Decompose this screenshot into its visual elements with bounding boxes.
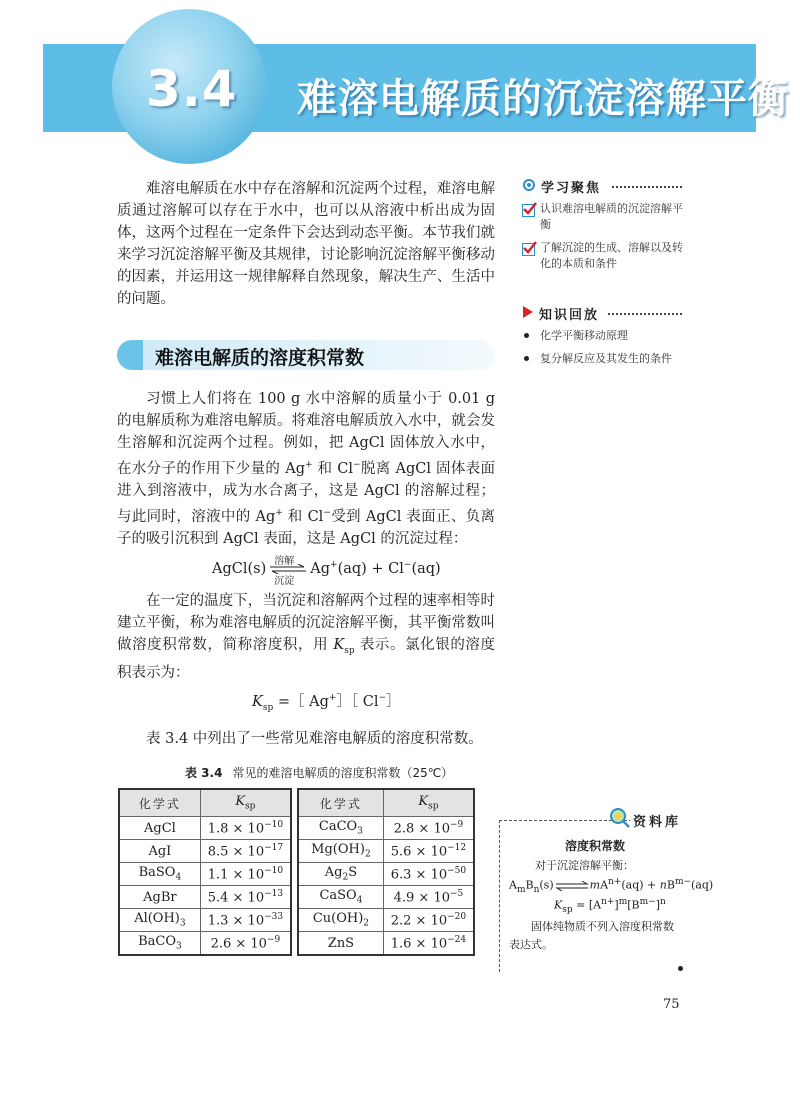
paragraph-table-intro (117, 728, 495, 750)
table-row (119, 817, 291, 840)
review-item-1: 化学平衡移动原理 (540, 329, 628, 342)
library-line-3: 固体纯物质不列入溶度积常数表达式。 (509, 920, 674, 951)
ksp-value-cell: $5.6 \times 10^{-12}$ (383, 840, 474, 863)
p2-text-2: 和 Cl (312, 460, 354, 477)
eq1-dissolve-label: 溶解 (274, 556, 295, 567)
ksp-agcl-expression: $K_{sp}$ =［ Ag+］［ Cl−］ (252, 693, 401, 713)
formula-cell: $Ag_2S$ (298, 863, 383, 886)
paragraph-dissolution: 习惯上人们将在 100 g 水中溶解的质量小于 0.01 g 的电解质称为难溶电解质。将难溶电解质放入水中，就会发生溶解和沉淀两个过程。例如，把 AgCl 固体放入水中，在水分子的作用下少量的 Ag+ 和 Cl−脱离 AgCl 固体表面进入到溶液中，成为水合离子，这是 AgCl 的溶解过程；与此同时，溶液中的 Ag+ 和 Cl−受到 AgCl 表面正、负离子的吸引沉积到 AgCl 表面，这是 AgCl 的沉淀过程： (117, 391, 496, 547)
formula-cell: BaSO$_4$ (119, 863, 200, 886)
p2-text-3: 脱离 AgCl 固体表面进入到溶液中，成为水合离子，这是 AgCl 的溶解过程；与此同时，溶液中的 Ag (117, 460, 496, 525)
header-formula: 化学式 (298, 789, 383, 817)
table-row (298, 886, 474, 909)
formula-cell: $Cu(OH)_2$ (298, 909, 383, 932)
intro-paragraph (117, 178, 495, 310)
ksp-value-cell: $2.6 \times 10^{-9}$ (200, 932, 291, 956)
p3-text-1: 在一定的温度下，当沉淀和溶解两个过程的速率相等时建立平衡，称为难溶电解质的沉淀溶解平衡，其平衡常数叫做溶度积常数，简称溶度积，用 (117, 593, 495, 653)
eq2-end: ］ (386, 694, 401, 710)
p2-text-1: 习惯上人们将在 100 g 水中溶解的质量小于 0.01 g 的电解质称为难溶电解质。将难溶电解质放入水中，就会发生溶解和沉淀两个过程。例如，把 AgCl 固体放入水中，在水分子的作用下少量的 Ag (117, 391, 495, 477)
page-title: 难溶电解质的沉淀溶解平衡 (297, 76, 789, 122)
focus-icon (522, 178, 536, 192)
section-heading-accent (117, 340, 143, 370)
eq1-right-b: (aq) + Cl (337, 561, 404, 577)
review-item-2: 复分解反应及其发生的条件 (540, 352, 672, 365)
eq2-rest: =［ Ag (273, 694, 329, 710)
eq1-precipitate-label: 沉淀 (274, 576, 295, 587)
equilibrium-arrows (268, 556, 308, 587)
ksp-value-cell: $1.8 \times 10^{-10}$ (200, 817, 291, 840)
table-row (119, 909, 291, 932)
eq1-right-a: Ag (310, 561, 331, 577)
header-ksp: $K_{sp}$ (383, 789, 474, 817)
ksp-value-cell: $5.4 \times 10^{-13}$ (200, 886, 291, 909)
formula-cell: CaSO$_4$ (298, 886, 383, 909)
eq1-left: AgCl(s) (212, 561, 267, 577)
table-row (298, 817, 474, 840)
library-magnifier-icon (608, 806, 630, 828)
ksp-value-cell: $2.8 \times 10^{-9}$ (383, 817, 474, 840)
formula-cell: $Mg(OH)_2$ (298, 840, 383, 863)
formula-cell: CaCO$_3$ (298, 817, 383, 840)
paragraph-ksp-definition (117, 590, 495, 684)
bullet-icon (524, 356, 529, 361)
ksp-table-left (118, 788, 292, 956)
ksp-value-cell: $1.3 \times 10^{-33}$ (200, 909, 291, 932)
p3-text-2: 表示。氯化银的溶度积表示为： (117, 637, 496, 681)
table-row (119, 886, 291, 909)
table-caption-label: 表 3.4 (185, 766, 223, 780)
checkbox-icon (522, 204, 535, 217)
table-row (119, 932, 291, 956)
eq2-mid: ］［ Cl (336, 694, 379, 710)
formula-cell: $Al(OH)_3$ (119, 909, 200, 932)
agcl-equilibrium-equation: AgCl(s) 溶解 沉淀 Ag+(aq) + Cl−(aq) (212, 557, 441, 581)
table-row (298, 863, 474, 886)
formula-cell: AgCl (119, 817, 200, 840)
section-number: 3.4 (146, 60, 238, 118)
table-row (298, 909, 474, 932)
table-row (298, 840, 474, 863)
ksp-table-right (297, 788, 475, 956)
formula-cell: AgBr (119, 886, 200, 909)
table-header-row (119, 789, 291, 817)
p4-text: 表 3.4 中列出了一些常见难溶电解质的溶度积常数。 (146, 731, 483, 747)
library-title: 资料库 (630, 811, 684, 830)
formula-cell: BaCO$_3$ (119, 932, 200, 956)
page-number: 75 (663, 997, 680, 1012)
table-caption (185, 764, 453, 781)
formula-cell: AgI (119, 840, 200, 863)
formula-cell: ZnS (298, 932, 383, 956)
focus-title: 学习聚焦 (541, 181, 602, 196)
intro-text: 难溶电解质在水中存在溶解和沉淀两个过程，难溶电解质通过溶解可以存在于水中，也可以从溶液中析出成为固体，这两个过程在一定条件下会达到动态平衡。本节我们就来学习沉淀溶解平衡及其规律，讨论影响沉淀溶解平衡移动的因素，并运用这一规律解释自然现象，解决生产、生活中的问题。 (117, 181, 495, 307)
eq2-k: K (252, 694, 263, 710)
section-heading: 难溶电解质的溶度积常数 (155, 347, 365, 369)
library-equilibrium: $A_mB_n(s) mA^{n+}(aq) + nB^{m-}(aq)$ (509, 877, 714, 895)
table-row (298, 932, 474, 956)
table-row (119, 863, 291, 886)
table-row (119, 840, 291, 863)
library-heading: 溶度积常数 (565, 839, 626, 853)
ksp-inline-symbol: K (333, 637, 345, 653)
ksp-value-cell: $8.5 \times 10^{-17}$ (200, 840, 291, 863)
library-line-1: 对于沉淀溶解平衡： (535, 859, 634, 872)
review-dotted-rule (608, 313, 682, 315)
header-formula: 化学式 (119, 789, 200, 817)
ksp-inline-sub: sp (344, 645, 355, 656)
ksp-value-cell: $1.6 \times 10^{-24}$ (383, 932, 474, 956)
checkbox-icon (522, 243, 535, 256)
review-title: 知识回放 (539, 308, 600, 323)
ksp-value-cell: $4.9 \times 10^{-5}$ (383, 886, 474, 909)
eq2-sub: sp (262, 702, 274, 713)
header-ksp: $K_{sp}$ (200, 789, 291, 817)
ksp-value-cell: $6.3 \times 10^{-50}$ (383, 863, 474, 886)
bullet-icon (524, 333, 529, 338)
ksp-value-cell: $1.1 \times 10^{-10}$ (200, 863, 291, 886)
play-triangle-icon (522, 305, 534, 319)
focus-dotted-rule (612, 186, 682, 188)
focus-item-1: 认识难溶电解质的沉淀溶解平衡 (540, 202, 683, 231)
p2-text-5: 受到 AgCl 表面正、负离子的吸引沉积到 AgCl 表面，这是 AgCl 的沉淀过程： (117, 508, 496, 547)
eq1-right-c: (aq) (411, 561, 441, 577)
focus-item-2: 了解沉淀的生成、溶解以及转化的本质和条件 (540, 241, 683, 270)
p2-text-4: 和 Cl (282, 508, 324, 525)
data-library-corner-dot (678, 966, 683, 971)
library-ksp-expression: $K_{sp} = [A^{n+}]^m[B^{m-}]^n$ (554, 897, 666, 915)
table-header-row (298, 789, 474, 817)
ksp-value-cell: $2.2 \times 10^{-20}$ (383, 909, 474, 932)
table-caption-text: 常见的难溶电解质的溶度积常数（25℃） (232, 766, 454, 780)
